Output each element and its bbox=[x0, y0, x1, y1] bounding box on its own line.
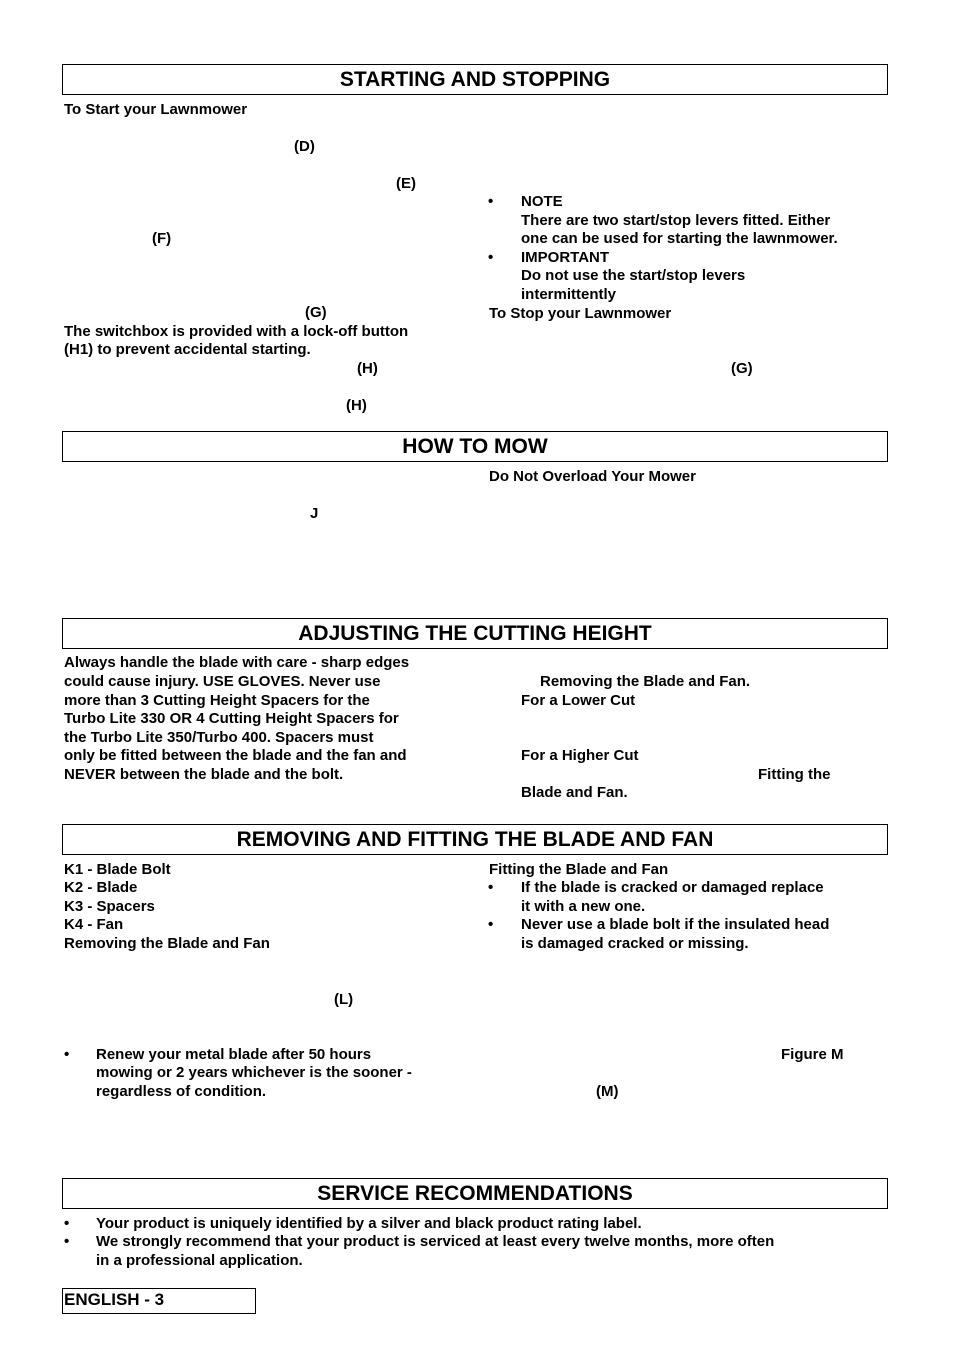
switchbox-text-line2: (H1) to prevent accidental starting. bbox=[64, 341, 311, 358]
note-text-line1: There are two start/stop levers fitted. Either bbox=[521, 212, 831, 229]
fitting-bullet-line: it with a new one. bbox=[521, 898, 646, 915]
parts-list-item: K3 - Spacers bbox=[64, 898, 155, 915]
section-heading-blade-fan: REMOVING AND FITTING THE BLADE AND FAN bbox=[62, 824, 888, 855]
bullet-glyph: • bbox=[488, 193, 494, 210]
lower-cut-subheading: For a Lower Cut bbox=[521, 692, 636, 709]
note-text-line2: one can be used for starting the lawnmower. bbox=[521, 230, 838, 247]
bullet-glyph: • bbox=[488, 879, 494, 896]
ref-f: (F) bbox=[152, 230, 172, 247]
section-heading-cutting-height: ADJUSTING THE CUTTING HEIGHT bbox=[62, 618, 888, 649]
service-bullet-text: in a professional application. bbox=[96, 1252, 303, 1269]
ref-g: (G) bbox=[731, 360, 753, 377]
fitting-reference: Fitting the bbox=[758, 766, 831, 783]
section-heading-service: SERVICE RECOMMENDATIONS bbox=[62, 1178, 888, 1209]
figure-m-reference: Figure M bbox=[781, 1046, 844, 1063]
bullet-glyph: • bbox=[64, 1046, 70, 1063]
removing-subheading: Removing the Blade and Fan bbox=[64, 935, 270, 952]
important-text-line1: Do not use the start/stop levers bbox=[521, 267, 746, 284]
bullet-glyph: • bbox=[488, 249, 494, 266]
ref-d: (D) bbox=[294, 138, 315, 155]
section-heading-how-to-mow: HOW TO MOW bbox=[62, 431, 888, 462]
service-bullet-text: Your product is uniquely identified by a silver and black product rating label. bbox=[96, 1215, 642, 1232]
removing-reference: Removing the Blade and Fan. bbox=[540, 673, 751, 690]
parts-list-item: K1 - Blade Bolt bbox=[64, 861, 171, 878]
fitting-bullet-line: If the blade is cracked or damaged replace bbox=[521, 879, 824, 896]
important-label: IMPORTANT bbox=[521, 249, 610, 266]
warning-line: Always handle the blade with care - sharp edges bbox=[64, 654, 410, 671]
fitting-bullet-line: Never use a blade bolt if the insulated head bbox=[521, 916, 830, 933]
fitting-subheading: Fitting the Blade and Fan bbox=[489, 861, 669, 878]
higher-cut-subheading: For a Higher Cut bbox=[521, 747, 639, 764]
ref-l: (L) bbox=[334, 991, 354, 1008]
start-subheading: To Start your Lawnmower bbox=[64, 101, 248, 118]
switchbox-text-line1: The switchbox is provided with a lock-off button bbox=[64, 323, 409, 340]
ref-e: (E) bbox=[396, 175, 416, 192]
ref-m: (M) bbox=[596, 1083, 619, 1100]
renew-blade-line: regardless of condition. bbox=[96, 1083, 267, 1100]
warning-line: the Turbo Lite 350/Turbo 400. Spacers must bbox=[64, 729, 374, 746]
ref-h: (H) bbox=[346, 397, 367, 414]
warning-line: more than 3 Cutting Height Spacers for the bbox=[64, 692, 370, 709]
note-label: NOTE bbox=[521, 193, 563, 210]
warning-line: Turbo Lite 330 OR 4 Cutting Height Spacers for bbox=[64, 710, 399, 727]
bullet-glyph: • bbox=[64, 1233, 70, 1250]
ref-h: (H) bbox=[357, 360, 378, 377]
section-heading-starting-stopping: STARTING AND STOPPING bbox=[62, 64, 888, 95]
fitting-bullet-line: is damaged cracked or missing. bbox=[521, 935, 749, 952]
fitting-reference: Blade and Fan. bbox=[521, 784, 628, 801]
renew-blade-line: mowing or 2 years whichever is the sooner - bbox=[96, 1064, 412, 1081]
warning-line: could cause injury. USE GLOVES. Never use bbox=[64, 673, 381, 690]
bullet-glyph: • bbox=[488, 916, 494, 933]
page-footer-label: ENGLISH - 3 bbox=[62, 1288, 256, 1314]
parts-list-item: K2 - Blade bbox=[64, 879, 138, 896]
stop-subheading: To Stop your Lawnmower bbox=[489, 305, 672, 322]
ref-j: J bbox=[310, 505, 319, 522]
parts-list-item: K4 - Fan bbox=[64, 916, 124, 933]
renew-blade-line: Renew your metal blade after 50 hours bbox=[96, 1046, 372, 1063]
service-bullet-text: We strongly recommend that your product is serviced at least every twelve months, more often bbox=[96, 1233, 775, 1250]
bullet-glyph: • bbox=[64, 1215, 70, 1232]
overload-subheading: Do Not Overload Your Mower bbox=[489, 468, 696, 485]
warning-line: only be fitted between the blade and the fan and bbox=[64, 747, 407, 764]
ref-g: (G) bbox=[305, 304, 327, 321]
important-text-line2: intermittently bbox=[521, 286, 617, 303]
warning-line: NEVER between the blade and the bolt. bbox=[64, 766, 344, 783]
